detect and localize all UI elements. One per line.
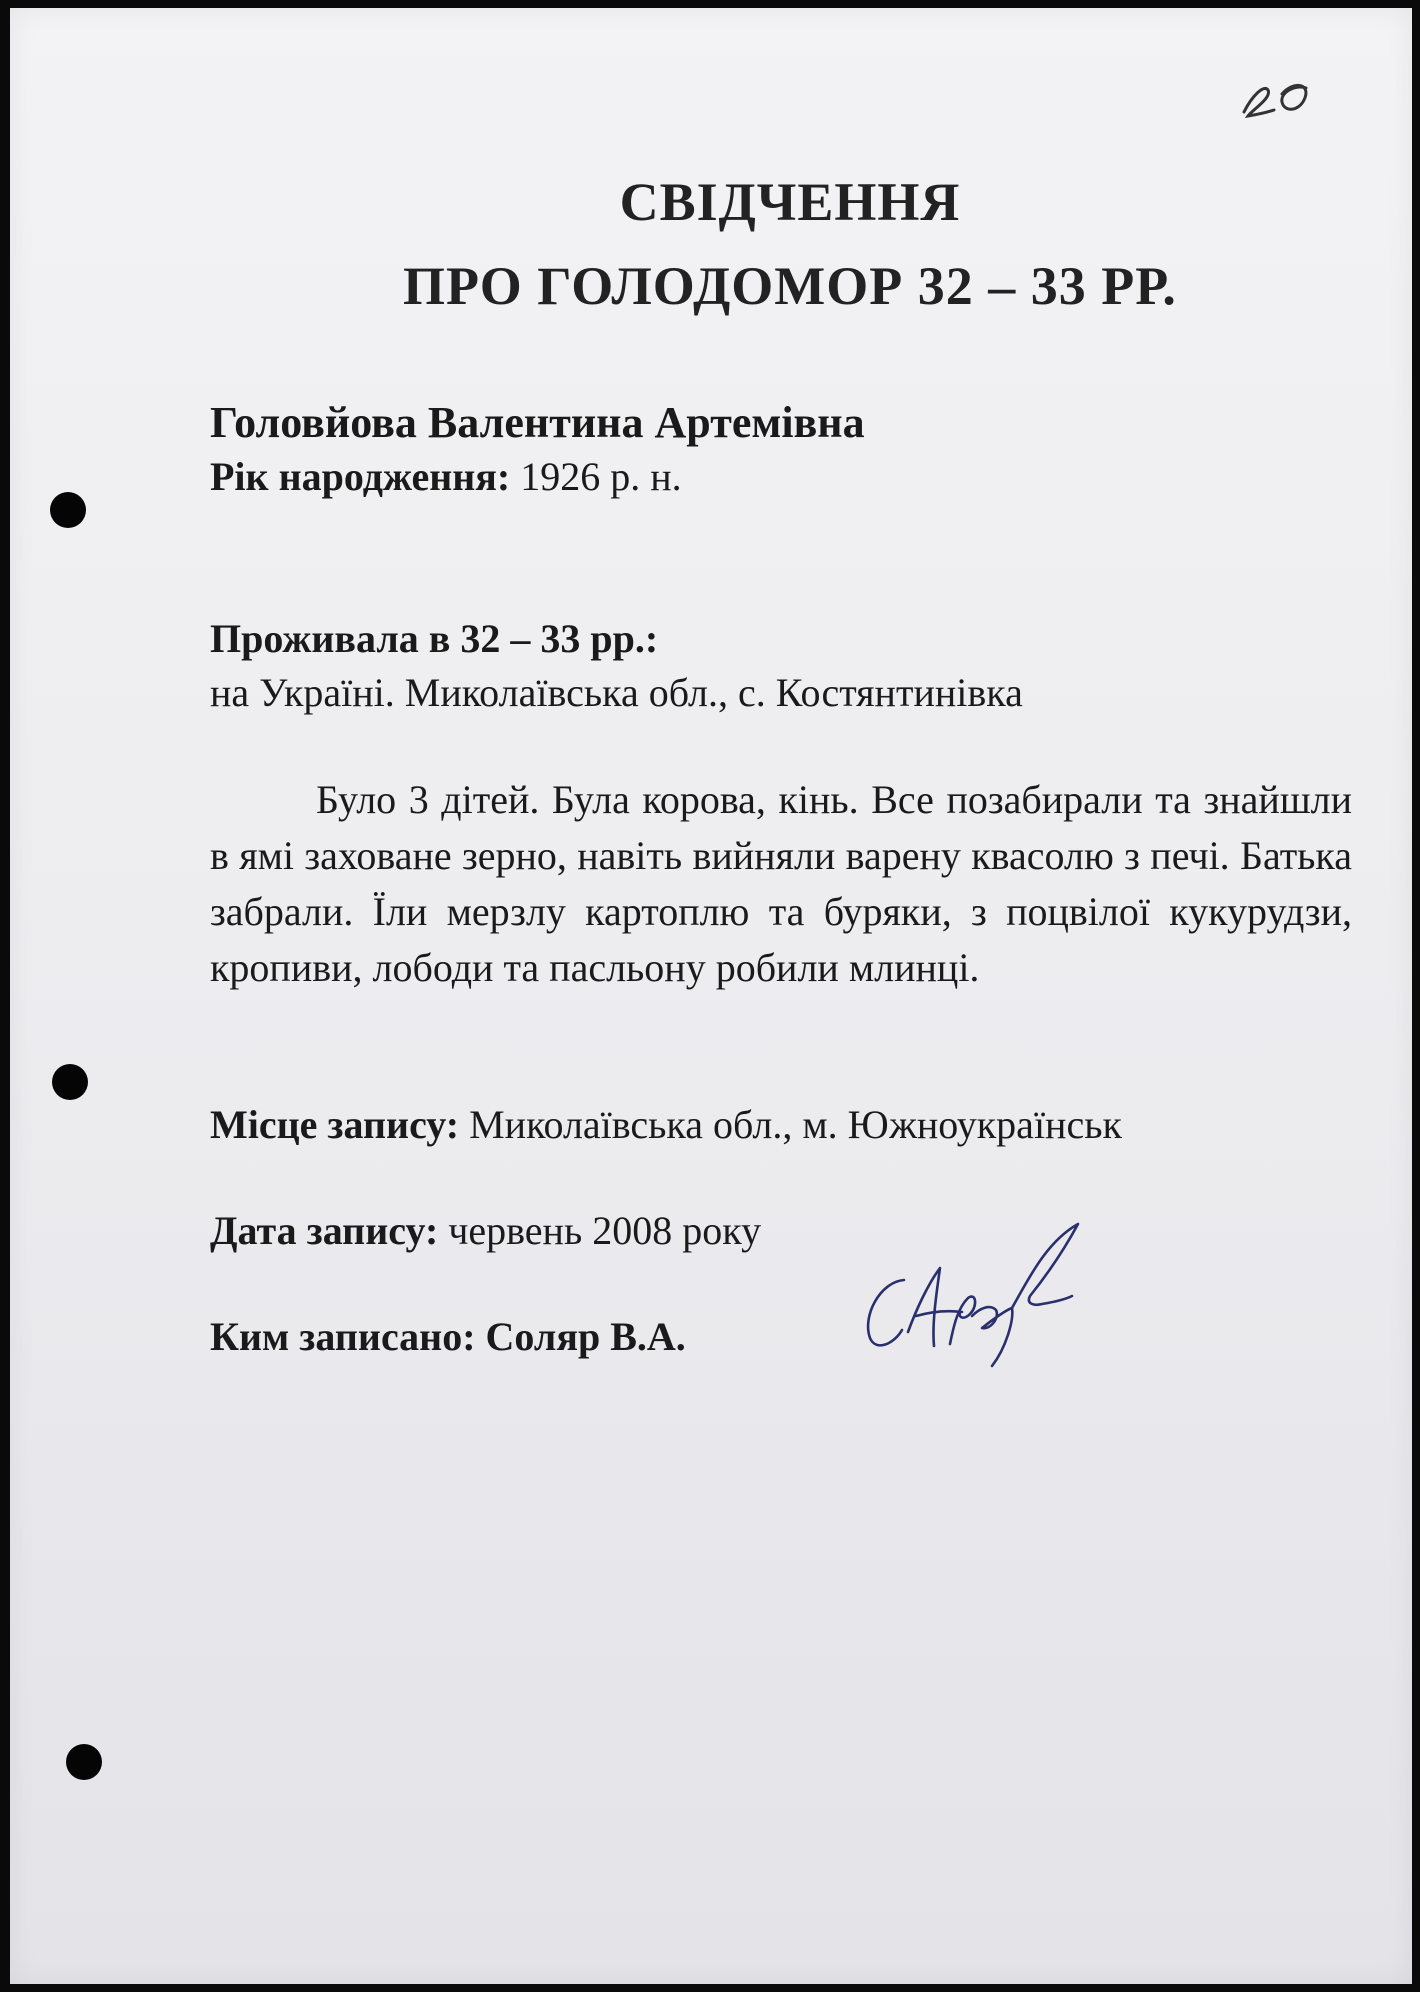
handwritten-page-number [1238, 54, 1318, 134]
witness-name: Головйова Валентина Артемівна [210, 398, 865, 447]
birth-year-value: 1926 р. н. [520, 454, 682, 499]
document-title [10, 160, 1420, 328]
record-place-value: Миколаївська обл., м. Южноукраїнськ [469, 1102, 1122, 1147]
handwritten-signature [850, 1220, 1090, 1380]
record-date-line [210, 1204, 1350, 1258]
title-line-1: СВІДЧЕННЯ [619, 172, 961, 232]
punch-hole-middle [52, 1064, 88, 1100]
recorder-line [210, 1310, 1350, 1364]
record-date-value: червень 2008 року [448, 1208, 762, 1253]
title-line-2: ПРО ГОЛОДОМОР 32 – 33 РР. [403, 256, 1177, 316]
birth-year-line [210, 450, 1350, 504]
testimony-paragraph: Було 3 дітей. Була корова, кінь. Все позабирали та знайшли в ямі заховане зерно, навіть вийняли варену квасолю з печі. Батька забрали. Їли мерзлу картоплю та буряки, з поцвілої кукурудзи, кропиви, лободи та пасльону робили млинці. [210, 777, 1352, 990]
record-place-line [210, 1098, 1350, 1152]
record-place-label: Місце запису: [210, 1102, 460, 1147]
birth-year-label: Рік народження: [210, 454, 511, 499]
residence-value: на Україні. Миколаївська обл., с. Костянтинівка [210, 670, 1023, 715]
residence-label: Проживала в 32 – 33 рр.: [210, 616, 659, 661]
punch-hole-bottom [66, 1744, 102, 1780]
punch-hole-top [50, 492, 86, 528]
document-page [10, 8, 1412, 1984]
record-date-label: Дата запису: [210, 1208, 439, 1253]
recorder-label: Ким записано: [210, 1314, 476, 1359]
recorder-value: Соляр В.А. [485, 1314, 686, 1359]
